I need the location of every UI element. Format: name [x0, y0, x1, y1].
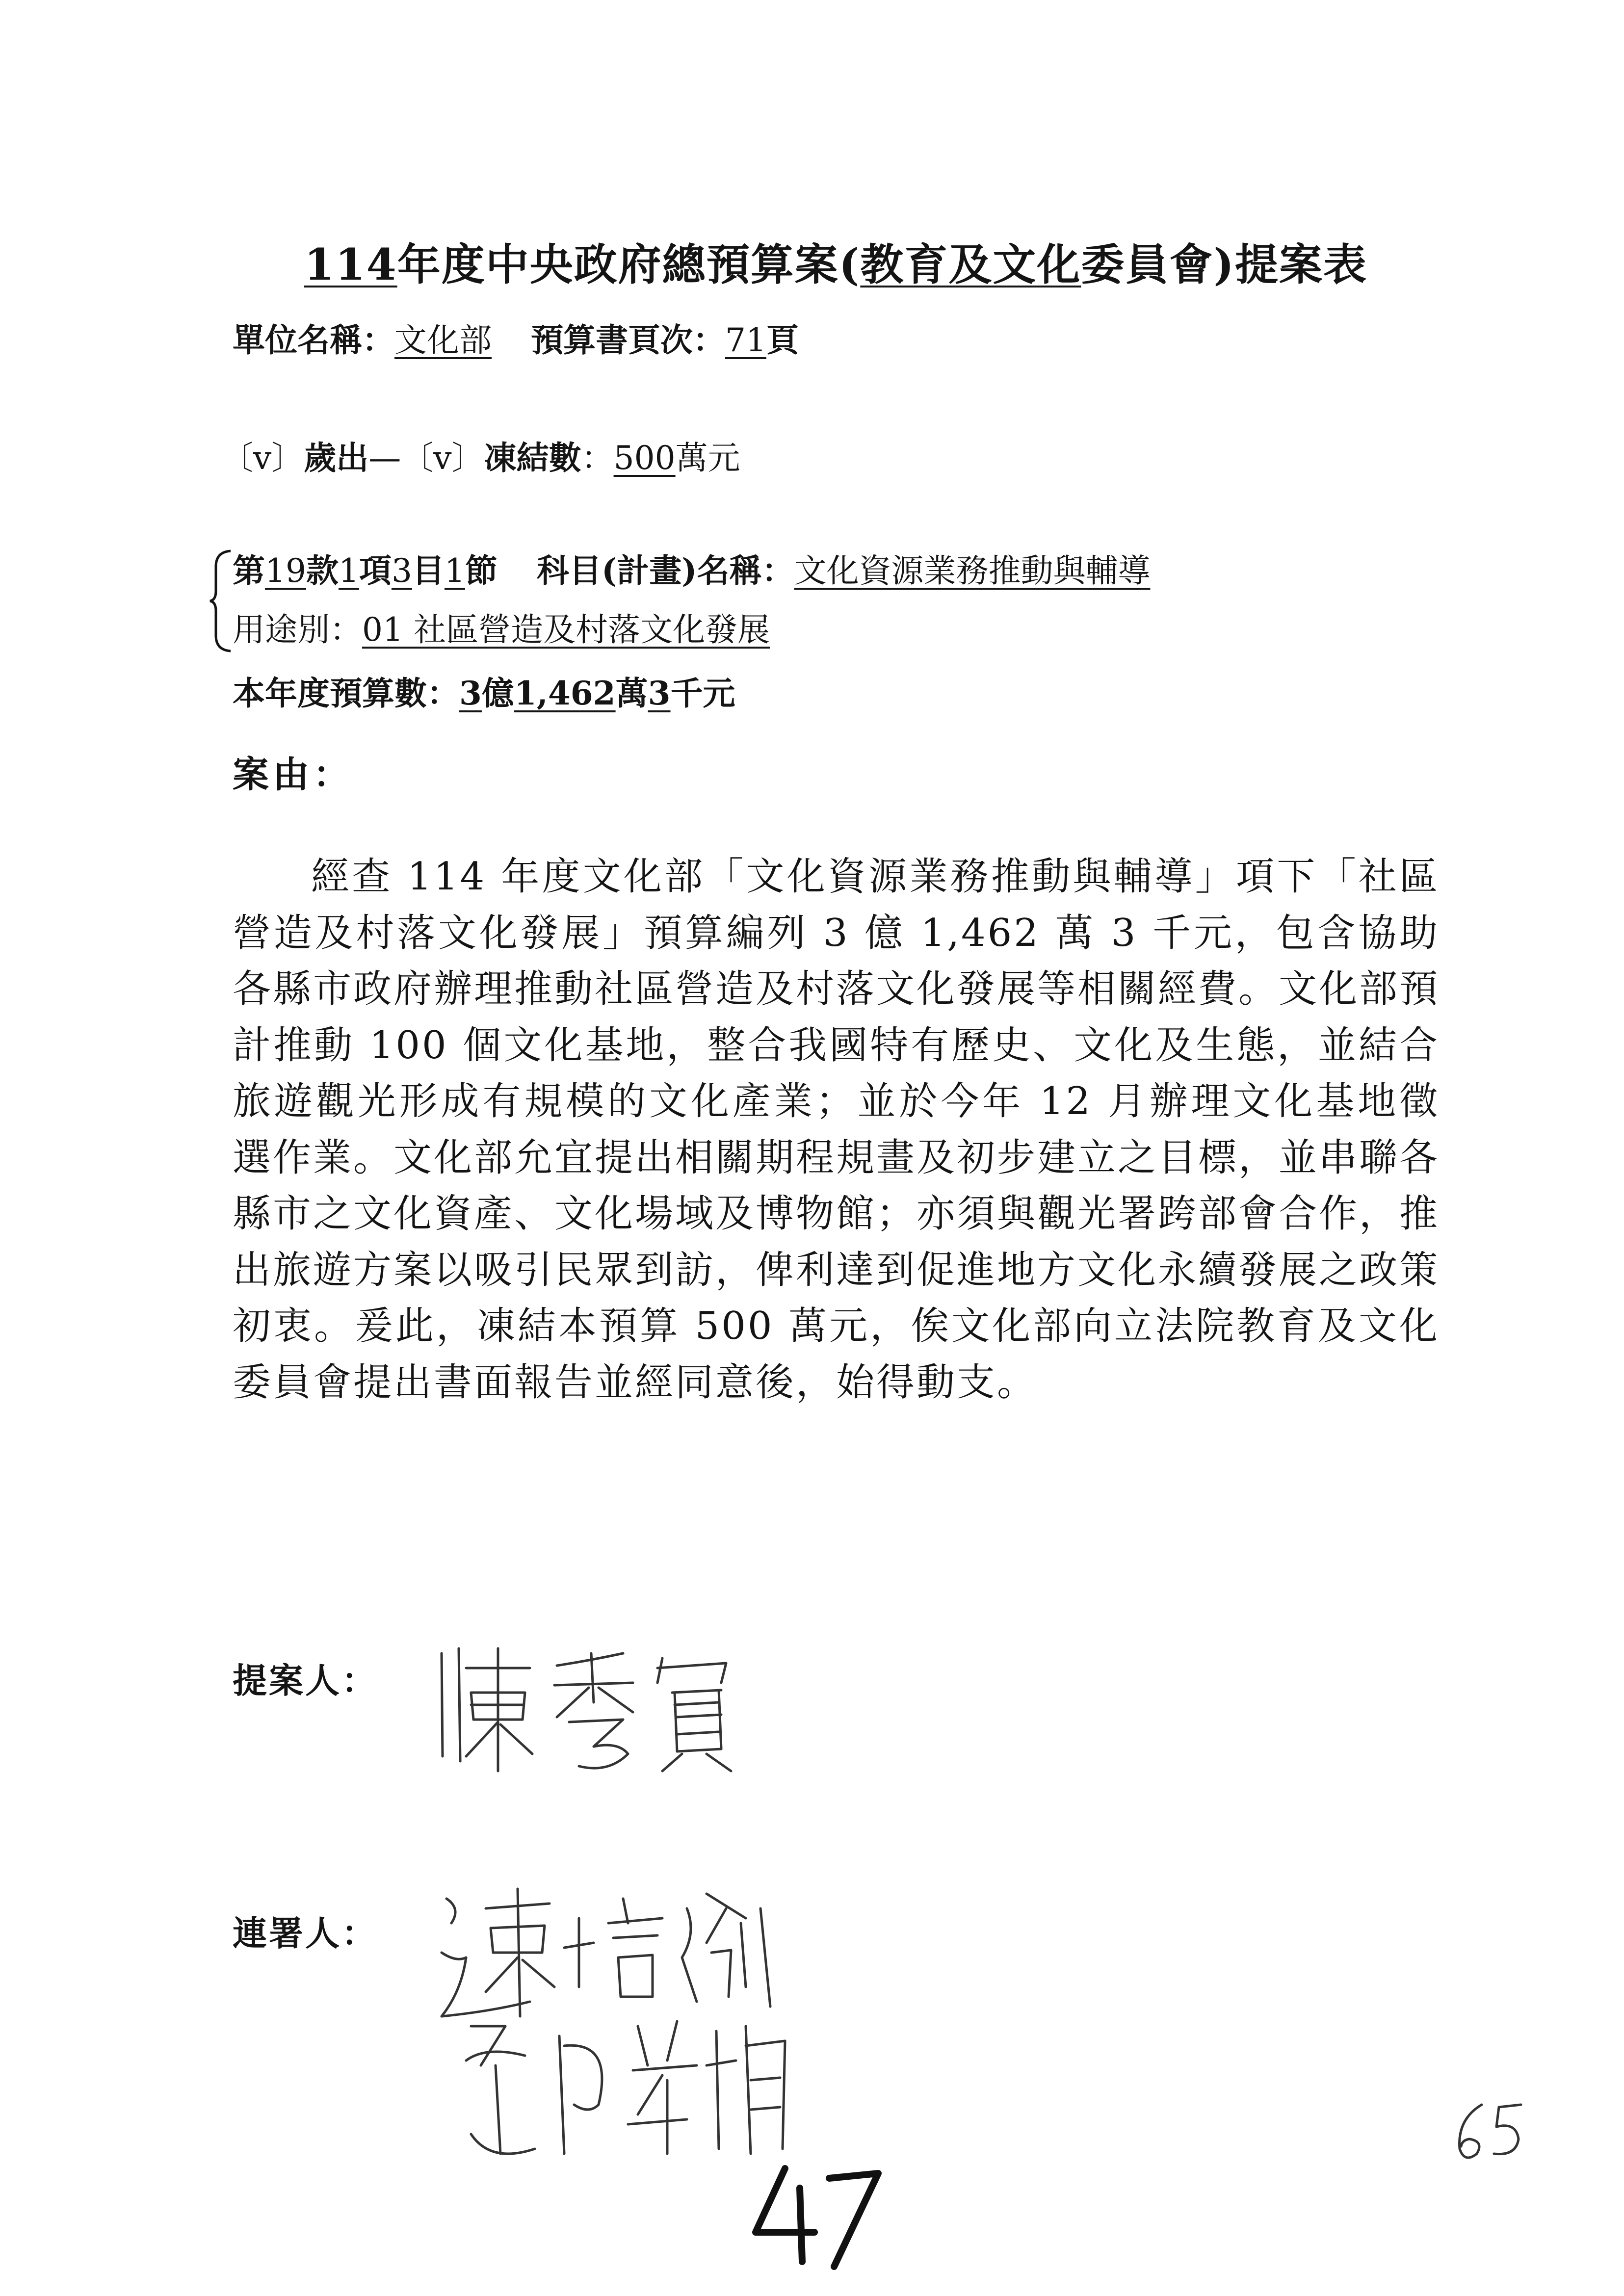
brace-bracket	[206, 547, 236, 655]
item-mu-label: 目	[412, 551, 445, 590]
proposer-signature	[432, 1639, 765, 1776]
item-xiang-number: 1	[338, 552, 359, 590]
budget-label: 本年度預算數：	[233, 674, 459, 712]
item-jie-label: 節	[465, 551, 498, 590]
page-label: 預算書頁次：	[531, 321, 725, 359]
budget-wan-unit: 萬	[615, 674, 648, 712]
title-year: 114	[304, 239, 397, 290]
page-suffix: 頁	[766, 321, 799, 359]
reason-label: 案由：	[233, 754, 353, 796]
freeze-dash: —	[368, 439, 401, 477]
item-kuan-prefix: 第	[233, 551, 265, 590]
freeze-type-1: 歲出	[304, 439, 369, 477]
freeze-type-2: 凍結數	[484, 439, 581, 477]
item-jie-number: 1	[444, 552, 465, 590]
freeze-unit: 萬元	[675, 439, 740, 477]
budget-item-line	[233, 545, 1150, 591]
item-xiang-label: 項	[359, 551, 392, 590]
budget-amount-line	[233, 667, 735, 714]
freeze-mark-1: 〔ⅴ〕	[221, 439, 304, 477]
usage-line	[233, 603, 770, 650]
proposer-label: 提案人：	[233, 1660, 378, 1701]
freeze-amount: 500	[613, 439, 676, 477]
freeze-line	[221, 432, 740, 478]
usage-value: 01 社區營造及村落文化發展	[362, 611, 770, 649]
budget-yi-value: 3	[459, 674, 482, 712]
title-prefix: 年度中央政府總預算案(	[397, 239, 861, 290]
subject-name: 文化資源業務推動與輔導	[794, 552, 1151, 590]
title-committee: 教育及文化	[860, 239, 1081, 290]
reason-body: 經查 114 年度文化部「文化資源業務推動與輔導」項下「社區營造及村落文化發展」預算編列 3 億 1,462 萬 3 千元，包含協助各縣市政府辦理推動社區營造及村落文化發展等相關經費。文化部預計推動 100 個文化基地，整合我國特有歷史、文化及生態，並結合旅遊觀光形成有規模的文化產業；並於今年 12 月辦理文化基地徵選作業。文化部允宜提出相關期程規畫及初步建立之目標，並串聯各縣市之文化資產、文化場域及博物館；亦須與觀光署跨部會合作，推出旅遊方案以吸引民眾到訪，俾利達到促進地方文化永續發展之政策初衷。爰此，凍結本預算 500 萬元，俟文化部向立法院教育及文化委員會提出書面報告並經同意後，始得動支。	[233, 855, 1440, 1405]
unit-name: 文化部	[394, 321, 492, 359]
cosigner-signature-2	[451, 2007, 805, 2173]
title-suffix: 委員會)提案表	[1081, 239, 1367, 290]
unit-label: 單位名稱：	[233, 321, 394, 359]
subject-label: 科目(計畫)名稱：	[536, 551, 794, 590]
budget-yi-unit: 億	[481, 674, 514, 712]
document-title	[304, 231, 1367, 292]
budget-qian-unit: 千元	[670, 674, 735, 712]
handwritten-page-number	[746, 2159, 893, 2276]
corner-page-number	[1447, 2100, 1536, 2168]
freeze-colon: ：	[581, 439, 614, 477]
budget-qian-value: 3	[648, 674, 671, 712]
item-kuan-number: 19	[265, 552, 306, 590]
usage-label: 用途別：	[233, 611, 362, 649]
budget-wan-value: 1,462	[514, 674, 616, 712]
freeze-mark-2: 〔ⅴ〕	[401, 439, 484, 477]
item-mu-number: 3	[391, 552, 412, 590]
page-number: 71	[725, 321, 766, 359]
item-kuan-label: 款	[306, 551, 339, 590]
cosigner-label: 連署人：	[233, 1913, 378, 1954]
unit-line	[233, 314, 799, 361]
